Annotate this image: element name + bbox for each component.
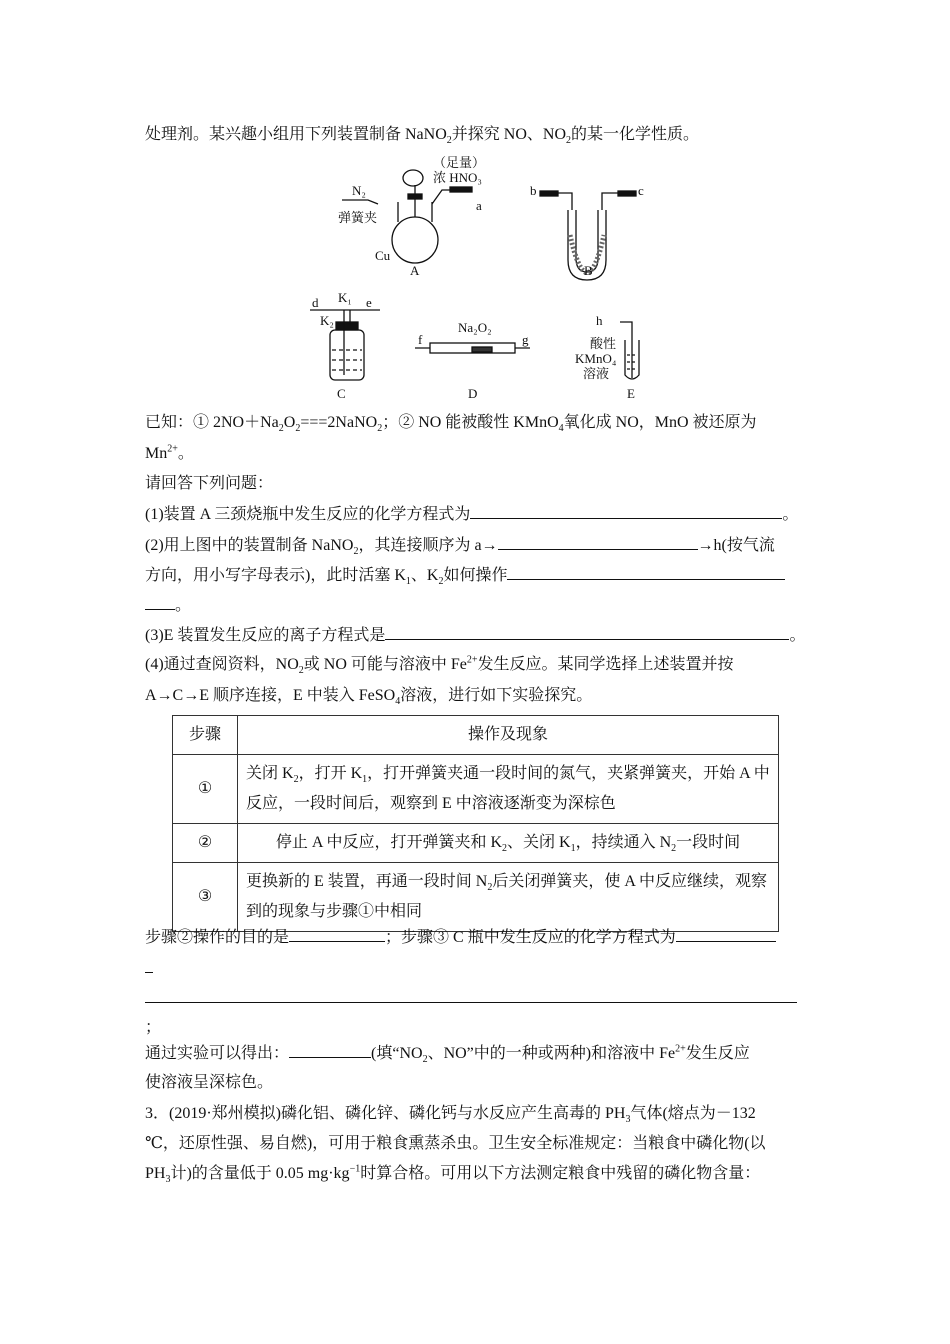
text-run: PH — [145, 1165, 166, 1182]
step-description — [238, 824, 779, 863]
problem-3-cont — [145, 1134, 766, 1154]
question-1 — [145, 504, 798, 525]
text-run: 气体(熔点为－132 — [630, 1105, 756, 1122]
subscript: 2 — [293, 774, 299, 786]
superscript: −1 — [349, 1163, 361, 1175]
answer-blank — [289, 1043, 371, 1058]
subscript: 2 — [377, 423, 383, 435]
text-run: 通过实验可以得出： — [145, 1045, 290, 1062]
problem-3 — [145, 1104, 756, 1124]
label-port-g: g — [522, 332, 529, 347]
label-port-h: h — [596, 313, 603, 328]
problem-3-end — [145, 1164, 760, 1184]
label-acid: 浓 HNO₃ — [433, 170, 482, 185]
superscript: 2+ — [167, 443, 178, 455]
label-k1: K₁ — [338, 290, 352, 305]
label-port-e: e — [366, 295, 372, 310]
text-run: 后关闭弹簧夹，使 A 中反应继续，观察到的现象与步骤①中相同 — [246, 873, 768, 920]
known-text — [145, 413, 757, 433]
header-step: 步骤 — [173, 716, 238, 755]
text-run: 发生反应 — [685, 1045, 750, 1062]
subscript: 2 — [487, 882, 493, 894]
text-run: 步骤②操作的目的是 — [145, 929, 290, 946]
text-run: 已知：① 2NO＋Na — [145, 414, 279, 431]
text-run: 。 — [782, 506, 799, 523]
text-run: 发生反应。某同学选择上述装置并按 — [477, 656, 734, 673]
text-run: →h(按气流 — [697, 537, 775, 554]
step-number: ① — [173, 755, 238, 824]
text-run: ；步骤③ C 瓶中发生反应的化学方程式为 — [385, 929, 676, 946]
question-3 — [145, 625, 805, 646]
apparatus-e — [620, 322, 639, 379]
text-run: 时算合格。可用以下方法测定粮食中残留的磷化物含量： — [360, 1165, 761, 1182]
text-run: 氧化成 NO，MnO 被还原为 — [563, 414, 757, 431]
experiment-table — [172, 715, 779, 932]
text-run: Mn — [145, 445, 168, 462]
question-4 — [145, 655, 734, 675]
superscript: 2+ — [675, 1043, 686, 1055]
label-sol3: 溶液 — [583, 366, 610, 381]
text-run: 。 — [177, 445, 194, 462]
header-operation: 操作及现象 — [238, 716, 779, 755]
answer-blank — [145, 958, 153, 973]
label-c: C — [337, 386, 346, 401]
subscript: 1 — [362, 774, 368, 786]
table-row — [173, 755, 779, 824]
subscript: 4 — [558, 423, 564, 435]
text-run: (1)装置 A 三颈烧瓶中发生反应的化学方程式为 — [145, 506, 471, 523]
text-run: 一段时间 — [676, 834, 741, 851]
answer-blank — [498, 535, 698, 550]
answer-blank — [145, 595, 175, 610]
answer-line-long — [145, 988, 797, 1009]
text-run: 3．(2019·郑州模拟)磷化铝、磷化锌、磷化钙与水反应产生高毒的 PH — [145, 1105, 626, 1122]
table-header-row — [173, 716, 779, 755]
text-run: 。 — [789, 627, 806, 644]
label-sol2: KMnO₄ — [575, 351, 617, 366]
label-clamp: 弹簧夹 — [338, 210, 378, 225]
semicolon-text — [145, 1018, 161, 1038]
subscript: 2 — [671, 843, 677, 855]
text-run: 、NO”中的一种或两种)和溶液中 Fe — [427, 1045, 676, 1062]
text-run: 、K — [410, 567, 439, 584]
known-text-cont — [145, 444, 194, 464]
label-e: E — [627, 386, 635, 401]
label-amount: （足量） — [433, 155, 486, 170]
apparatus-d — [415, 343, 530, 353]
text-run: ，其连接顺序为 a→ — [358, 537, 498, 554]
text-run: ===2NaNO — [300, 414, 378, 431]
text-run: 更换新的 E 装置，再通一段时间 N — [246, 873, 488, 890]
label-sol1: 酸性 — [590, 336, 617, 351]
text-run: ℃，还原性强、易自燃)，可用于粮食熏蒸杀虫。卫生安全标准规定：当粮食中磷化物(以 — [145, 1135, 766, 1152]
label-port-a: a — [476, 198, 482, 213]
text-run: (2)用上图中的装置制备 NaNO — [145, 537, 354, 554]
superscript: 2+ — [466, 654, 478, 666]
subscript: 2 — [295, 423, 301, 435]
subscript: 2 — [353, 546, 359, 558]
text-run: 并探究 NO、NO — [451, 126, 567, 143]
text-run: 关闭 K — [246, 765, 294, 782]
intro-text — [145, 125, 699, 145]
text-run: 如何操作 — [443, 567, 508, 584]
subscript: 2 — [446, 135, 452, 147]
table-row — [173, 824, 779, 863]
subscript: 2 — [438, 576, 444, 588]
apparatus-diagram — [300, 150, 680, 405]
text-run: O — [283, 414, 296, 431]
answer-line-short — [145, 958, 153, 979]
table-row — [173, 863, 779, 932]
text-run: (4)通过查阅资料，NO — [145, 656, 299, 673]
answer-blank — [676, 927, 776, 942]
text-run: 停止 A 中反应，打开弹簧夹和 K — [275, 834, 503, 851]
text-run: 溶液，进行如下实验探究。 — [400, 687, 593, 704]
label-port-d: d — [312, 295, 319, 310]
answer-blank — [289, 927, 385, 942]
text-run: 或 NO 可能与溶液中 Fe — [303, 656, 467, 673]
question-2 — [145, 535, 775, 556]
answer-blank — [145, 988, 797, 1003]
text-run: 请回答下列问题： — [145, 475, 274, 492]
label-metal: Cu — [375, 248, 391, 263]
subscript: 3 — [165, 1174, 171, 1186]
text-run: 的某一化学性质。 — [571, 126, 700, 143]
text-run: 使溶液呈深棕色。 — [145, 1074, 274, 1091]
text-run: (填“NO — [371, 1045, 423, 1062]
subscript: 3 — [625, 1114, 631, 1126]
subscript: 2 — [502, 843, 508, 855]
text-run: (3)E 装置发生反应的离子方程式是 — [145, 627, 386, 644]
step-description — [238, 863, 779, 932]
label-d: D — [468, 386, 478, 401]
text-run: ；② NO 能被酸性 KMnO — [382, 414, 559, 431]
subscript: 1 — [570, 843, 576, 855]
step-number: ② — [173, 824, 238, 863]
text-run: A→C→E 顺序连接，E 中装入 FeSO — [145, 687, 396, 704]
subscript: 1 — [405, 576, 411, 588]
text-run: 方向，用小写字母表示)，此时活塞 K — [145, 567, 406, 584]
text-run: 。 — [175, 597, 192, 614]
label-a: A — [410, 263, 420, 278]
answer-blank — [507, 565, 785, 580]
text-run: 、关闭 K — [507, 834, 571, 851]
label-port-f: f — [418, 332, 423, 347]
label-b: B — [584, 263, 593, 278]
step-number: ③ — [173, 863, 238, 932]
subscript: 2 — [278, 423, 284, 435]
answer-blank — [470, 504, 782, 519]
text-run: ，打开 K — [298, 765, 363, 782]
label-k2: K₂ — [320, 313, 334, 328]
answer-blank — [385, 625, 789, 640]
label-reagent: Na₂O₂ — [458, 320, 492, 335]
text-run: ，打开弹簧夹通一段时间的氮气，夹紧弹簧夹，开始 A 中反应，一段时间后，观察到 E 中溶液逐渐变为深棕色 — [246, 765, 770, 812]
subscript: 2 — [566, 135, 572, 147]
question-4-cont — [145, 686, 592, 706]
text-run: ； — [145, 1019, 162, 1036]
subscript: 4 — [395, 696, 401, 708]
step-question — [145, 927, 776, 948]
prompt-text — [145, 474, 273, 494]
label-gas: N₂ — [352, 183, 366, 198]
subscript: 2 — [298, 665, 304, 677]
text-run: ，持续通入 N — [575, 834, 672, 851]
text-run: 处理剂。某兴趣小组用下列装置制备 NaNO — [145, 126, 447, 143]
question-2-end — [145, 595, 191, 616]
conclusion-text-cont — [145, 1073, 273, 1093]
label-port-c: c — [638, 183, 644, 198]
text-run: 计)的含量低于 0.05 mg·kg — [170, 1165, 350, 1182]
question-2-cont — [145, 565, 785, 586]
subscript: 2 — [422, 1054, 428, 1066]
step-description — [238, 755, 779, 824]
label-port-b: b — [530, 183, 537, 198]
conclusion-text — [145, 1043, 750, 1064]
